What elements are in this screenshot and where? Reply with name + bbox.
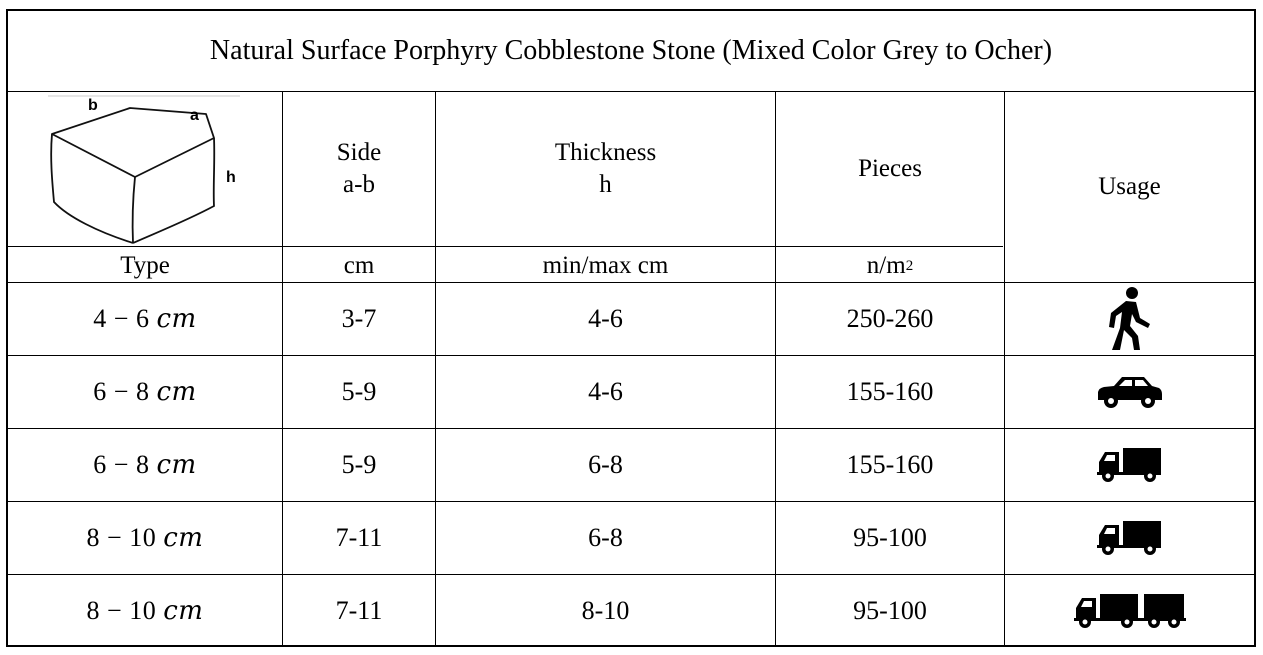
row-side: 5-9 <box>341 450 377 479</box>
unit-pieces-base: n/m <box>866 251 906 279</box>
header-pieces-label: Pieces <box>858 155 922 182</box>
row-type <box>8 283 282 355</box>
header-pieces <box>776 92 1004 246</box>
header-thickness-label: Thickness <box>554 139 657 166</box>
row-side: 5-9 <box>341 377 377 406</box>
row-type <box>8 575 282 647</box>
diagram-label-a: a <box>190 107 199 124</box>
truck-icon <box>1097 446 1163 484</box>
row-usage <box>1005 502 1254 574</box>
row-usage <box>1005 575 1254 647</box>
type-range: 6 − 8 <box>93 377 150 406</box>
type-unit: cm <box>163 596 204 626</box>
unit-side: cm <box>343 251 375 279</box>
header-usage-label: Usage <box>1098 173 1161 200</box>
row-thickness: 6-8 <box>588 523 623 552</box>
type-range: 6 − 8 <box>93 450 150 479</box>
truck-icon <box>1097 519 1163 557</box>
diagram-label-h: h <box>226 169 236 186</box>
row-thickness: 6-8 <box>588 450 623 479</box>
type-unit: cm <box>163 523 204 553</box>
row-usage <box>1005 429 1254 501</box>
row-usage <box>1005 283 1254 355</box>
header-thickness-sublabel: h <box>599 171 612 198</box>
unit-pieces: n/m 2 <box>866 251 914 279</box>
header-side-sublabel: a-b <box>343 171 375 198</box>
pedestrian-icon <box>1106 286 1154 352</box>
row-side: 3-7 <box>341 304 377 333</box>
type-range: 8 − 10 <box>86 596 157 625</box>
row-pieces: 155-160 <box>846 377 934 406</box>
car-icon <box>1096 374 1164 410</box>
row-pieces: 155-160 <box>846 450 934 479</box>
type-unit: cm <box>156 450 197 480</box>
header-side-label: Side <box>336 139 382 166</box>
type-range: 4 − 6 <box>93 304 150 333</box>
row-side: 7-11 <box>335 523 383 552</box>
type-range: 8 − 10 <box>86 523 157 552</box>
row-type <box>8 356 282 428</box>
row-thickness: 4-6 <box>588 377 623 406</box>
truck-trailer-icon <box>1074 592 1186 630</box>
row-type <box>8 429 282 501</box>
header-usage <box>1005 92 1254 282</box>
table-title: Natural Surface Porphyry Cobblestone Stone (Mixed Color Grey to Ocher) <box>209 35 1053 66</box>
unit-thickness: min/max cm <box>542 251 669 279</box>
unit-type: Type <box>120 251 170 279</box>
row-thickness: 8-10 <box>581 596 630 625</box>
porphyry-cobblestone-table <box>6 9 1256 647</box>
row-pieces: 95-100 <box>853 596 927 625</box>
diagram-label-b: b <box>88 97 98 114</box>
row-pieces: 250-260 <box>846 304 934 333</box>
row-usage <box>1005 356 1254 428</box>
header-thickness <box>436 92 775 246</box>
cobblestone-diagram <box>8 92 282 246</box>
row-pieces: 95-100 <box>853 523 927 552</box>
row-side: 7-11 <box>335 596 383 625</box>
row-thickness: 4-6 <box>588 304 623 333</box>
type-unit: cm <box>156 377 197 407</box>
row-type <box>8 502 282 574</box>
type-unit: cm <box>156 304 197 334</box>
header-side <box>283 92 435 246</box>
